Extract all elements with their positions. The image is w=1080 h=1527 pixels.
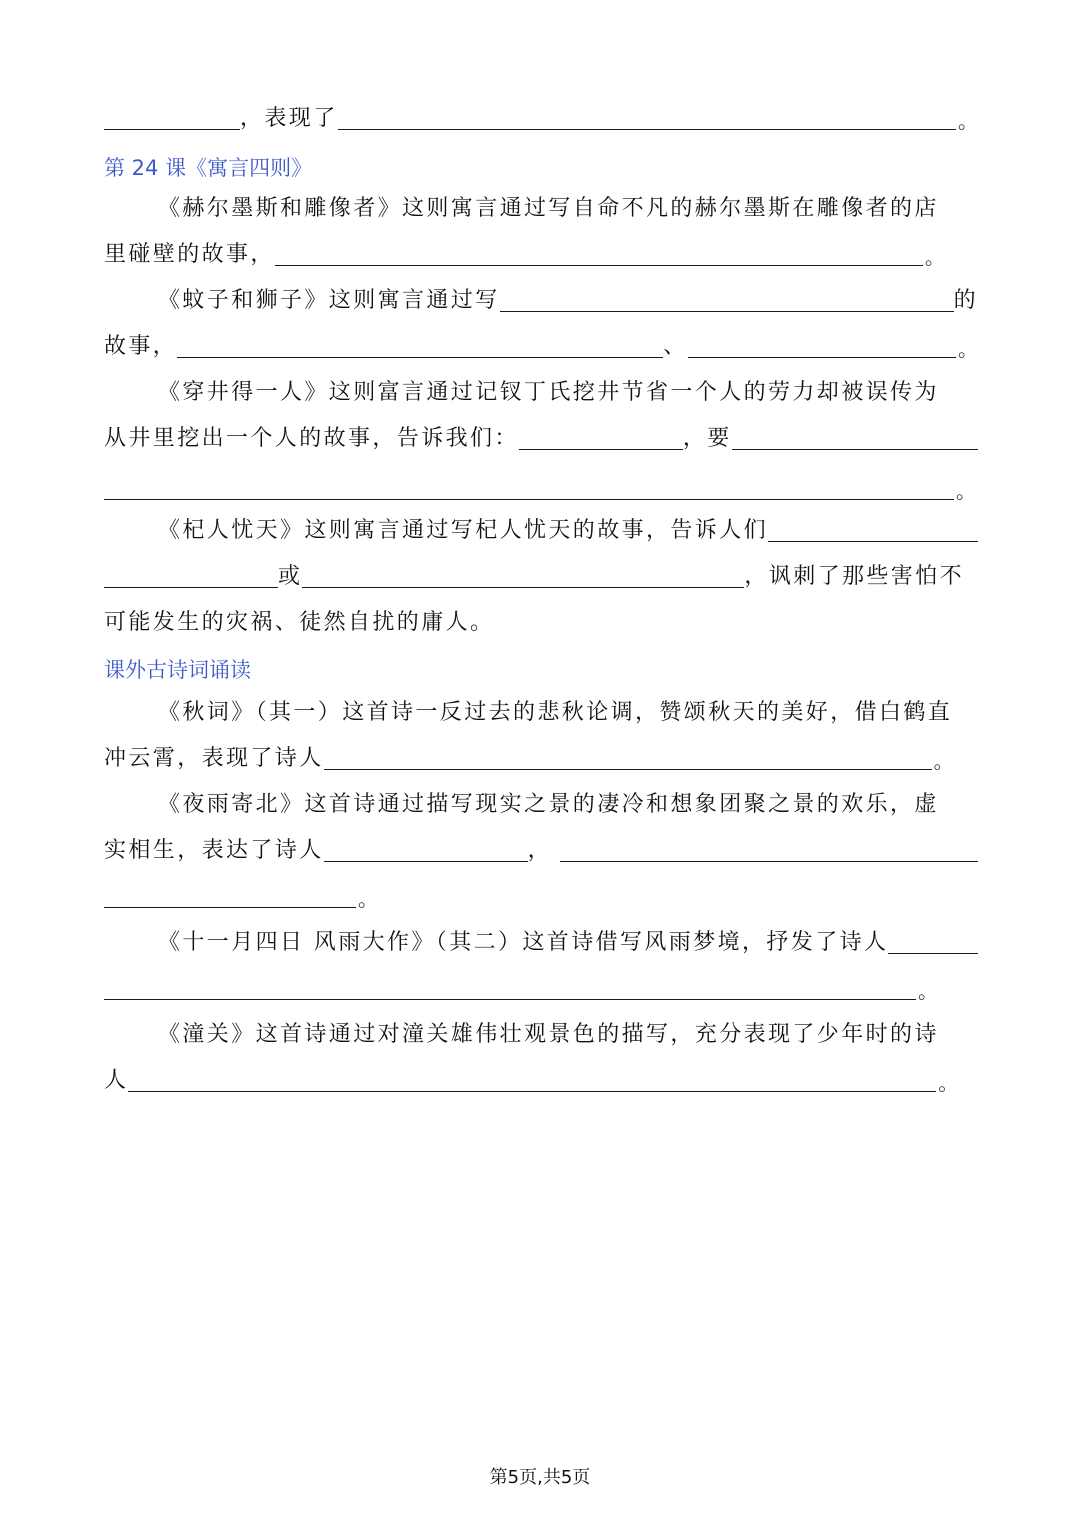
period: 。	[358, 887, 378, 911]
answer-line	[104, 870, 978, 916]
fill-blank[interactable]	[128, 1061, 936, 1092]
fill-blank[interactable]	[688, 327, 956, 358]
paragraph-line	[158, 1008, 978, 1054]
answer-line	[158, 916, 978, 962]
line-text: ，表现了	[240, 106, 338, 131]
answer-line	[158, 504, 978, 550]
answer-line	[104, 1054, 978, 1100]
line-text: 或	[278, 564, 303, 589]
answer-line	[158, 274, 978, 320]
line-text: 人	[104, 1068, 129, 1093]
fill-blank[interactable]	[302, 557, 744, 588]
fill-blank[interactable]	[500, 281, 954, 312]
period: 。	[924, 245, 945, 269]
line-text: 《赫尔墨斯和雕像者》这则寓言通过写自命不凡的赫尔墨斯在雕像者的店	[158, 196, 939, 221]
line-text: 冲云霄，表现了诗人	[104, 746, 324, 771]
answer-line	[104, 962, 978, 1008]
answer-line	[104, 462, 978, 508]
fill-blank[interactable]	[888, 923, 978, 954]
section-heading: 课外古诗词诵读	[104, 658, 251, 682]
line-text: ，讽刺了那些害怕不	[744, 564, 965, 589]
line-text: ，要	[682, 426, 732, 451]
line-text: 可能发生的灾祸、徒然自扰的庸人。	[104, 610, 495, 635]
line-text: 《蚊子和狮子》这则寓言通过写	[158, 288, 500, 313]
answer-line	[104, 92, 978, 138]
paragraph-line	[104, 596, 978, 642]
fill-blank[interactable]	[338, 99, 956, 130]
line-text: 实相生，表达了诗人	[104, 838, 324, 863]
fill-blank[interactable]	[104, 469, 954, 500]
fill-blank[interactable]	[324, 739, 932, 770]
line-text: 从井里挖出一个人的故事，告诉我们：	[104, 426, 519, 451]
period: 。	[933, 749, 954, 773]
answer-line	[104, 824, 978, 870]
fill-blank[interactable]	[519, 419, 683, 450]
answer-line	[104, 412, 978, 458]
line-text: 、	[663, 334, 688, 359]
line-text: 的	[953, 288, 978, 313]
fill-blank[interactable]	[768, 511, 978, 542]
paragraph-line	[158, 686, 978, 732]
period: 。	[958, 337, 978, 361]
line-text: ，	[527, 838, 553, 863]
section-heading: 第 24 课《寓言四则》	[104, 156, 313, 180]
fill-blank[interactable]	[104, 99, 240, 130]
fill-blank[interactable]	[560, 831, 978, 862]
line-text: 《潼关》这首诗通过对潼关雄伟壮观景色的描写，充分表现了少年时的诗	[158, 1022, 939, 1047]
paragraph-line	[158, 366, 978, 412]
fill-blank[interactable]	[104, 877, 356, 908]
line-text: 里碰壁的故事，	[104, 242, 275, 267]
answer-line	[104, 320, 978, 366]
fill-blank[interactable]	[177, 327, 663, 358]
answer-line	[104, 732, 978, 778]
period: 。	[918, 979, 938, 1003]
fill-blank[interactable]	[104, 557, 278, 588]
period: 。	[938, 1071, 959, 1095]
fill-blank[interactable]	[275, 235, 923, 266]
line-text: 《穿井得一人》这则富言通过记钗丁氏挖井节省一个人的劳力却被误传为	[158, 380, 939, 405]
line-text: 《杞人忧天》这则寓言通过写杞人忧天的故事，告诉人们	[158, 518, 769, 543]
answer-line	[104, 228, 978, 274]
paragraph-line	[158, 182, 978, 228]
line-text: 《秋词》（其一）这首诗一反过去的悲秋论调，赞颂秋天的美好，借白鹤直	[158, 700, 953, 725]
line-text: 《十一月四日 风雨大作》（其二）这首诗借写风雨梦境，抒发了诗人	[158, 930, 889, 955]
page-number: 第5页,共5页	[489, 1467, 591, 1488]
line-text: 《夜雨寄北》这首诗通过描写现实之景的凄冷和想象团聚之景的欢乐，虚	[158, 792, 939, 817]
period: 。	[956, 479, 976, 503]
fill-blank[interactable]	[104, 969, 916, 1000]
fill-blank[interactable]	[324, 831, 528, 862]
answer-line	[104, 550, 978, 596]
line-text: 故事，	[104, 334, 178, 359]
paragraph-line	[158, 778, 978, 824]
fill-blank[interactable]	[732, 419, 978, 450]
period: 。	[958, 109, 978, 133]
